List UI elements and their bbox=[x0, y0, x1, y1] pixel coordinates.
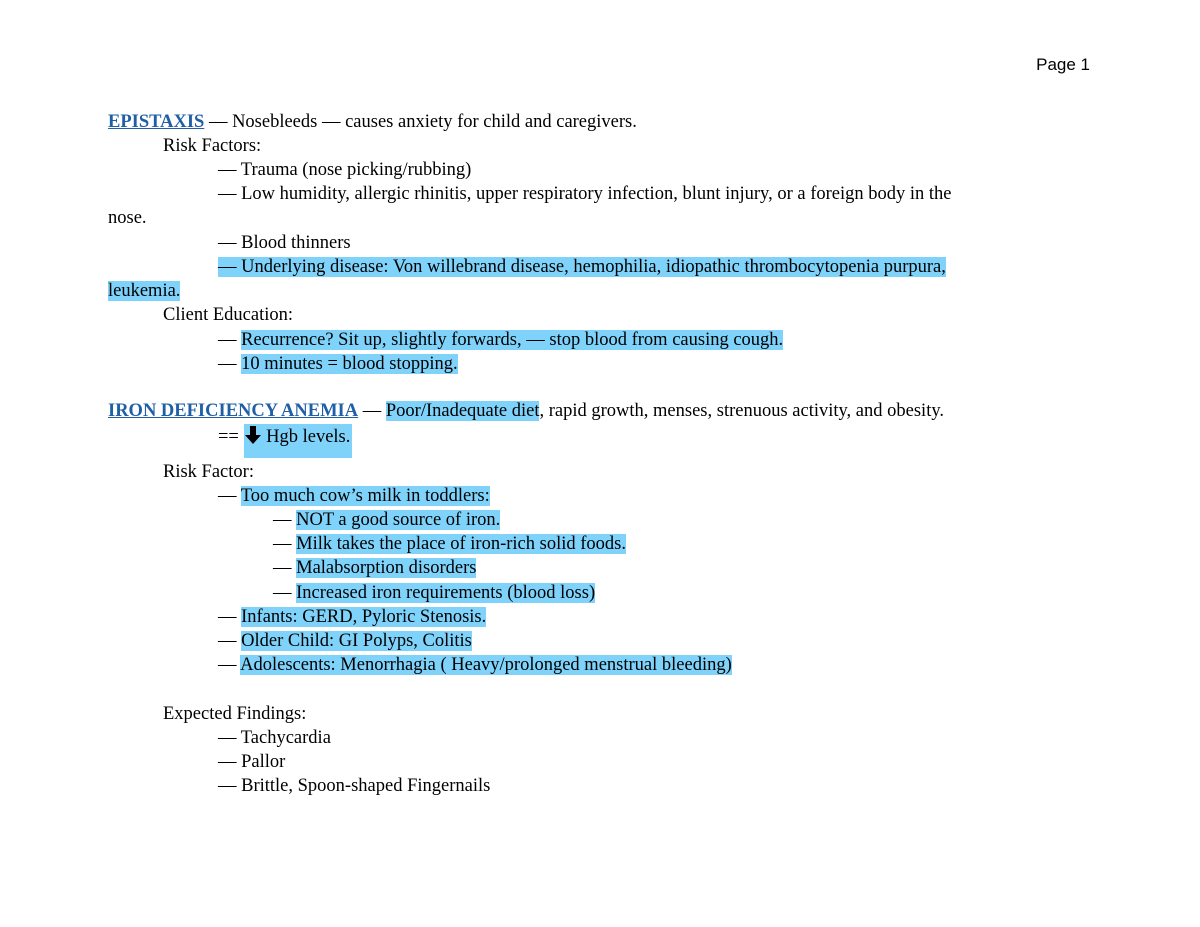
epistaxis-risk-item: — Trauma (nose picking/rubbing) bbox=[218, 160, 472, 180]
highlighted-text: Older Child: GI Polyps, Colitis bbox=[241, 631, 472, 651]
anemia-risk-subitem bbox=[273, 532, 626, 556]
anemia-findings-label: Expected Findings: bbox=[163, 704, 307, 724]
highlighted-text: Increased iron requirements (blood loss) bbox=[296, 583, 596, 603]
highlighted-text: Adolescents: Menorrhagia ( Heavy/prolonged menstrual bleeding) bbox=[240, 655, 732, 675]
anemia-risk-item bbox=[218, 484, 490, 508]
anemia-risk-item bbox=[218, 605, 486, 629]
anemia-title-line bbox=[108, 399, 944, 423]
hgb-text: Hgb levels. bbox=[261, 427, 351, 447]
anemia-risk-subitem bbox=[273, 508, 500, 532]
page-number: Page 1 bbox=[1036, 55, 1090, 74]
epistaxis-risk-item-cont bbox=[108, 279, 180, 303]
down-arrow-icon bbox=[244, 425, 262, 445]
epistaxis-risk-item: — Low humidity, allergic rhinitis, upper respiratory infection, blunt injury, or a foreign body in the bbox=[218, 184, 952, 204]
highlighted-text: Too much cow’s milk in toddlers: bbox=[240, 486, 490, 506]
highlighted-text: Milk takes the place of iron-rich solid foods. bbox=[296, 534, 626, 554]
anemia-risk-item bbox=[218, 653, 732, 677]
epistaxis-education-label: Client Education: bbox=[163, 305, 293, 325]
anemia-heading: IRON DEFICIENCY ANEMIA bbox=[108, 401, 359, 421]
epistaxis-risk-label: Risk Factors: bbox=[163, 136, 262, 156]
highlighted-text: leukemia. bbox=[108, 281, 181, 301]
dash: — bbox=[218, 486, 241, 506]
dash: — bbox=[218, 655, 241, 675]
anemia-finding-item: — Tachycardia bbox=[218, 728, 331, 748]
epistaxis-heading: EPISTAXIS bbox=[108, 112, 205, 132]
highlighted-text: Infants: GERD, Pyloric Stenosis. bbox=[241, 607, 487, 627]
dash: — bbox=[218, 631, 242, 651]
anemia-risk-subitem bbox=[273, 556, 476, 580]
dash: — bbox=[218, 354, 242, 374]
anemia-risk-label: Risk Factor: bbox=[163, 462, 254, 482]
highlighted-text: Underlying disease: Von willebrand disease, hemophilia, idiopathic thrombocytopenia purpura, bbox=[241, 257, 946, 277]
epistaxis-risk-item-cont: nose. bbox=[108, 208, 147, 228]
epistaxis-education-item bbox=[218, 328, 783, 352]
epistaxis-intro: — Nosebleeds — causes anxiety for child and caregivers. bbox=[204, 112, 637, 132]
dash: — bbox=[218, 330, 242, 350]
anemia-result-line bbox=[218, 424, 352, 458]
equals-prefix: == bbox=[218, 427, 244, 447]
highlighted-text: Recurrence? Sit up, slightly forwards, — stop blood from causing cough. bbox=[241, 330, 784, 350]
dash: — bbox=[273, 534, 297, 554]
epistaxis-education-item bbox=[218, 352, 458, 376]
highlighted-text: Poor/Inadequate diet bbox=[385, 401, 540, 421]
highlighted-text: NOT a good source of iron. bbox=[296, 510, 501, 530]
highlighted-result bbox=[244, 424, 353, 458]
dash: — bbox=[273, 510, 297, 530]
anemia-risk-subitem bbox=[273, 581, 595, 605]
anemia-finding-item: — Pallor bbox=[218, 752, 286, 772]
anemia-finding-item: — Brittle, Spoon-shaped Fingernails bbox=[218, 776, 491, 796]
dash: — bbox=[273, 583, 297, 603]
dash: — bbox=[358, 401, 386, 421]
anemia-causes: , rapid growth, menses, strenuous activity, and obesity. bbox=[539, 401, 945, 421]
highlighted-text: 10 minutes = blood stopping. bbox=[241, 354, 458, 374]
epistaxis-title-line bbox=[108, 110, 637, 134]
highlighted-text: Malabsorption disorders bbox=[296, 558, 477, 578]
dash: — bbox=[273, 558, 297, 578]
anemia-risk-item bbox=[218, 629, 472, 653]
epistaxis-risk-item-highlighted bbox=[218, 255, 946, 279]
dash: — bbox=[218, 607, 242, 627]
dash: — bbox=[218, 257, 242, 277]
epistaxis-risk-item: — Blood thinners bbox=[218, 233, 351, 253]
